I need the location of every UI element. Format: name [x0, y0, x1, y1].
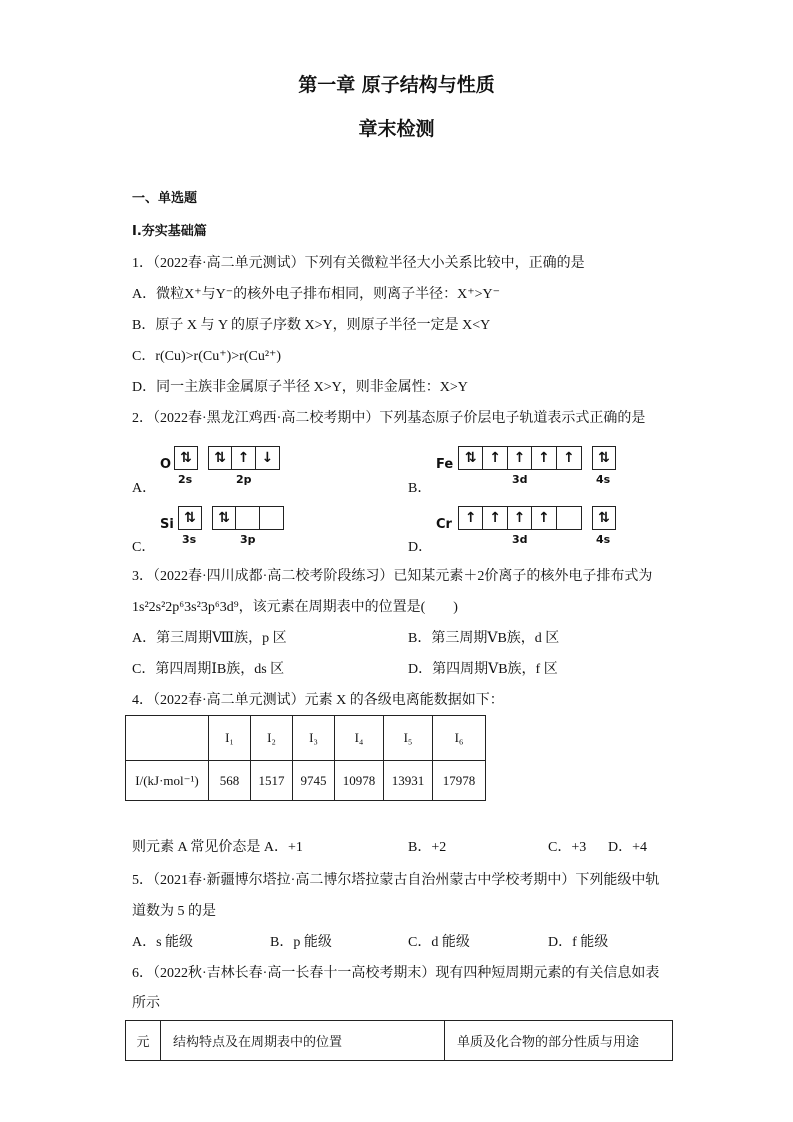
orbital-box: ↓	[261, 450, 274, 466]
question-6-stem: 6．（2022秋·吉林长春·高一长春十一高校考期末）现有四种短周期元素的有关信息如表	[132, 966, 660, 981]
orbital-group	[592, 446, 616, 470]
orbital-label: 2s	[178, 473, 193, 486]
question-1-stem: 1．（2022春·高二单元测试）下列有关微粒半径大小关系比较中，正确的是	[132, 256, 585, 271]
question-1-option-c: C．r(Cu)>r(Cu⁺)>r(Cu²⁺)	[132, 349, 282, 364]
orbital-box: ⇅	[598, 510, 610, 526]
question-2-option-c: C．	[132, 540, 156, 555]
table-cell: I₅	[384, 716, 433, 761]
table-cell: 568	[209, 761, 251, 801]
question-5-stem: 5．（2021春·新疆博尔塔拉·高二博尔塔拉蒙古自治州蒙古中学校考期中）下列能级中轨	[132, 873, 660, 888]
question-2-stem: 2．（2022春·黑龙江鸡西·高二校考期中）下列基态原子价层电子轨道表示式正确的是	[132, 411, 646, 426]
element-symbol: O	[160, 457, 172, 472]
page-subtitle: 章末检测	[358, 118, 435, 140]
orbital-box: ⇅	[209, 447, 232, 469]
question-3-option-b: B．第三周期ⅤB族，d 区	[408, 631, 560, 646]
orbital-label: 4s	[596, 473, 611, 486]
orbital-box: ↑	[532, 507, 556, 529]
question-4-option-d: D．+4	[608, 840, 648, 855]
orbital-label: 3s	[182, 533, 197, 546]
orbital-box: ↑	[483, 507, 507, 529]
question-2-option-a: A．	[132, 481, 157, 496]
orbital-box: ⇅	[213, 507, 236, 529]
orbital-label: 3d	[512, 473, 528, 486]
question-5-option-d: D．f 能级	[548, 935, 609, 950]
table-cell: 元	[126, 1021, 161, 1061]
orbital-box: ⇅	[180, 450, 192, 466]
ionization-energy-table	[125, 715, 486, 801]
table-cell: 10978	[335, 761, 384, 801]
table-cell: I₄	[335, 716, 384, 761]
table-cell	[126, 716, 209, 761]
orbital-label: 2p	[236, 473, 252, 486]
orbital-box: ↑	[508, 447, 532, 469]
table-header-row	[126, 1021, 673, 1061]
table-cell: 1517	[251, 761, 293, 801]
orbital-group	[178, 506, 202, 530]
question-3-option-c: C．第四周期ⅠB族，ds 区	[132, 662, 285, 677]
orbital-box	[557, 507, 581, 529]
orbital-group	[592, 506, 616, 530]
question-1-option-b: B．原子 X 与 Y 的原子序数 X>Y，则原子半径一定是 X<Y	[132, 318, 491, 333]
question-5-option-c: C．d 能级	[408, 935, 470, 950]
orbital-label: 4s	[596, 533, 611, 546]
element-symbol: Si	[160, 517, 174, 532]
table-cell: 13931	[384, 761, 433, 801]
page-title: 第一章 原子结构与性质	[298, 74, 495, 96]
orbital-box: ⇅	[184, 510, 196, 526]
question-6-stem-cont: 所示	[132, 996, 160, 1011]
subsection-heading: Ⅰ.夯实基础篇	[132, 224, 207, 239]
table-header-row	[126, 716, 486, 761]
orbital-group	[212, 506, 284, 530]
table-cell: I₃	[293, 716, 335, 761]
orbital-box: ↑	[562, 450, 575, 466]
question-2-option-d: D．	[408, 540, 433, 555]
question-4-option-c: C．+3	[548, 840, 587, 855]
question-1-option-d: D．同一主族非金属原子半径 X>Y，则非金属性：X>Y	[132, 380, 468, 395]
question-5-option-a: A．s 能级	[132, 935, 194, 950]
table-cell: 单质及化合物的部分性质与用途	[445, 1021, 673, 1061]
orbital-box: ⇅	[459, 447, 483, 469]
orbital-box: ↑	[508, 507, 532, 529]
orbital-group	[458, 446, 582, 470]
table-row-label: I/(kJ·mol⁻¹)	[126, 761, 209, 801]
table-cell: I₁	[209, 716, 251, 761]
orbital-box: ↑	[232, 447, 255, 469]
question-1-option-a: A．微粒X⁺与Y⁻的核外电子排布相同，则离子半径：X⁺>Y⁻	[132, 287, 501, 302]
orbital-box	[260, 507, 283, 529]
element-symbol: Fe	[436, 457, 454, 472]
question-4-stem: 4．（2022春·高二单元测试）元素 X 的各级电离能数据如下：	[132, 693, 504, 708]
table-cell: 17978	[433, 761, 486, 801]
orbital-box: ⇅	[598, 450, 610, 466]
table-row	[126, 761, 486, 801]
table-cell: I₆	[433, 716, 486, 761]
question-3-option-a: A．第三周期Ⅷ族，p 区	[132, 631, 287, 646]
question-5-option-b: B．p 能级	[270, 935, 332, 950]
orbital-box: ↑	[459, 507, 483, 529]
element-symbol: Cr	[436, 517, 452, 532]
element-info-table	[125, 1020, 673, 1061]
orbital-box: ↑	[483, 447, 507, 469]
orbital-box: ↑	[532, 447, 556, 469]
orbital-label: 3d	[512, 533, 528, 546]
question-2-option-b: B．	[408, 481, 432, 496]
orbital-group	[458, 506, 582, 530]
question-3-option-d: D．第四周期ⅤB族，f 区	[408, 662, 558, 677]
table-cell: I₂	[251, 716, 293, 761]
orbital-group	[208, 446, 280, 470]
orbital-label: 3p	[240, 533, 256, 546]
section-heading: 一、单选题	[132, 191, 198, 206]
question-3-stem: 3．（2022春·四川成都·高二校考阶段练习）已知某元素＋2价离子的核外电子排布式为	[132, 569, 653, 584]
question-4-option-b: B．+2	[408, 840, 447, 855]
question-5-stem-cont: 道数为 5 的是	[132, 904, 216, 919]
table-cell: 结构特点及在周期表中的位置	[161, 1021, 445, 1061]
orbital-group	[174, 446, 198, 470]
question-3-config: 1s²2s²2p⁶3s²3p⁶3d⁹，该元素在周期表中的位置是( )	[132, 600, 458, 615]
orbital-box	[236, 507, 259, 529]
question-4-option-a: 则元素 A 常见价态是 A．+1	[132, 840, 303, 855]
table-cell: 9745	[293, 761, 335, 801]
